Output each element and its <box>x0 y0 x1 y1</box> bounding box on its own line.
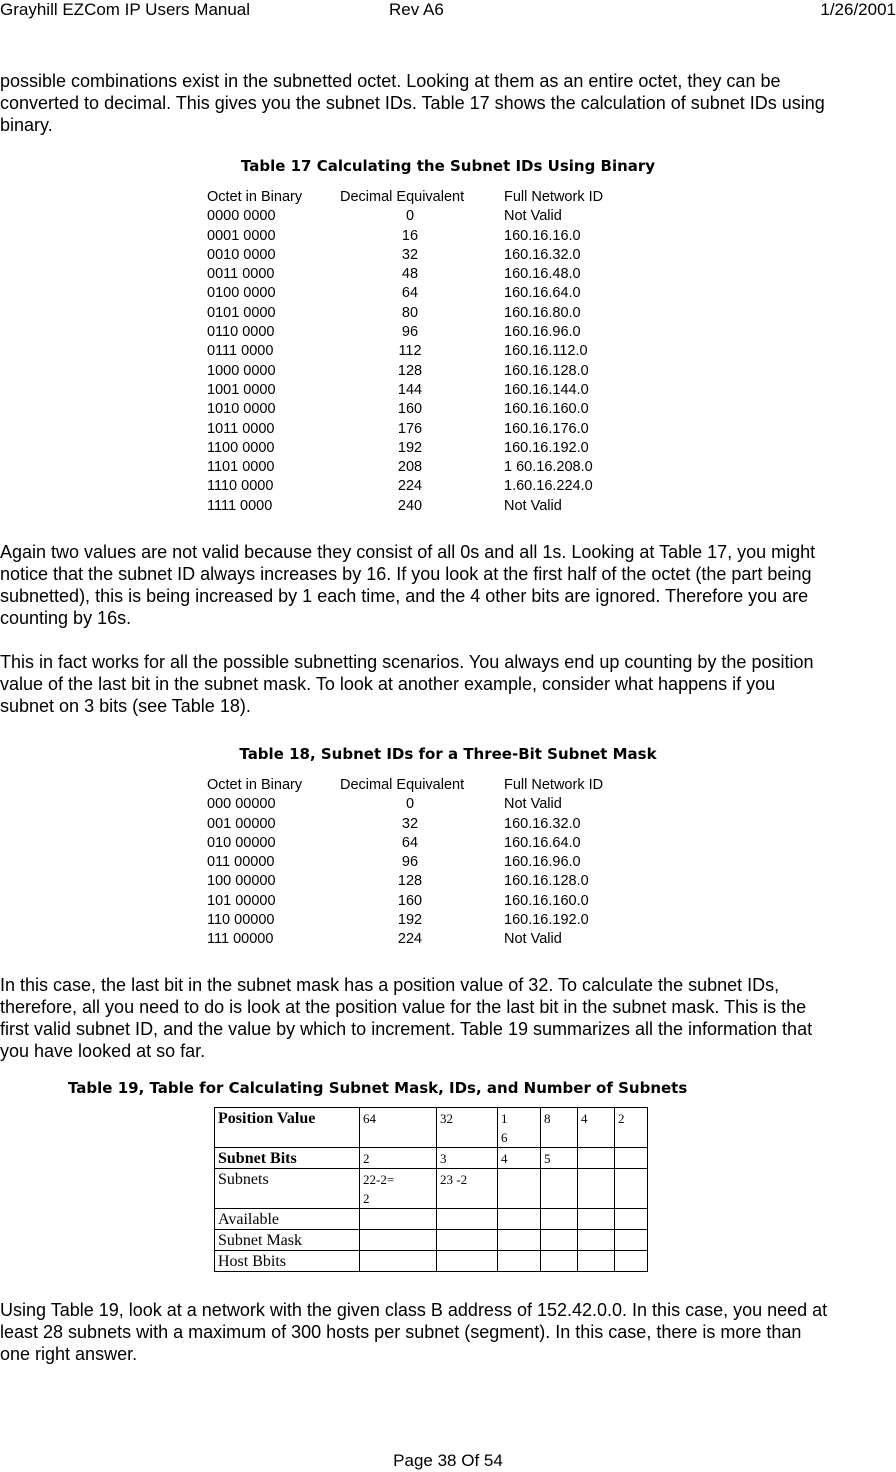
table-cell: 160.16.128.0 <box>504 873 589 890</box>
table-row <box>215 1108 648 1148</box>
table-cell: 192 <box>397 439 423 456</box>
table-cell: 2 <box>615 1108 648 1148</box>
table-row <box>215 1209 648 1230</box>
page-header <box>0 0 896 22</box>
table-cell <box>498 1251 541 1272</box>
table-cell: 64 <box>401 285 419 302</box>
table-cell: 1001 0000 <box>207 381 276 398</box>
paragraph-not-valid: Again two values are not valid because they consist of all 0s and all 1s. Looking at Table 17, you might notice that the subnet ID always increases by 16. If you look at the first half of the octet (the part being subnetted), this is being increased by 1 each time, and the 4 other bits are ignored. Therefore you are counting by 16s. <box>0 542 816 628</box>
table-cell <box>498 1169 541 1209</box>
table-cell: 160.16.96.0 <box>504 324 581 341</box>
table17-caption: Table 17 Calculating the Subnet IDs Using Binary <box>240 157 656 175</box>
table-cell: 128 <box>397 873 423 890</box>
table-cell <box>541 1209 578 1230</box>
table-cell <box>498 1230 541 1251</box>
table-cell: 160.16.64.0 <box>504 834 581 851</box>
table-row <box>215 1148 648 1169</box>
table-cell: 224 <box>397 931 423 948</box>
row-label: Host Bbits <box>215 1251 360 1272</box>
table-cell: 64 <box>401 834 419 851</box>
header-revision: Rev A6 <box>389 0 444 19</box>
table-cell: Not Valid <box>504 796 562 813</box>
table-cell: 0010 0000 <box>207 246 276 263</box>
table-cell: 160.16.112.0 <box>504 343 588 360</box>
table-cell: 1100 0000 <box>207 439 275 456</box>
column-header: Decimal Equivalent <box>340 189 465 205</box>
paragraph-last-bit: In this case, the last bit in the subnet mask has a position value of 32. To calculate the subnet IDs, therefore, all you need to do is look at the position value for the last bit in the subnet mask. This is the first valid subnet ID, and the value by which to increment. Table 19 summarizes all the information that you have looked at so far. <box>0 975 813 1061</box>
table-cell: 48 <box>401 266 419 283</box>
table-cell <box>360 1251 437 1272</box>
table-cell: 1000 0000 <box>207 362 276 379</box>
table-cell: 0111 0000 <box>207 343 274 360</box>
table-row <box>215 1251 648 1272</box>
table-cell: 111 00000 <box>207 931 274 948</box>
paragraph-example: Using Table 19, look at a network with the given class B address of 152.42.0.0. In this case, you need at least 28 subnets with a maximum of 300 hosts per subnet (segment). In this case, there is more than one right answer. <box>0 1300 828 1364</box>
table-cell: 22-2= 2 <box>360 1169 437 1209</box>
table-cell <box>578 1169 615 1209</box>
table-cell <box>437 1251 498 1272</box>
row-label: Subnets <box>215 1169 360 1209</box>
table-cell: 64 <box>360 1108 437 1148</box>
table-cell: 4 <box>498 1148 541 1169</box>
table-cell <box>578 1209 615 1230</box>
table-cell: 0000 0000 <box>207 208 276 225</box>
table-cell: Not Valid <box>504 208 562 225</box>
table-cell: Not Valid <box>504 497 562 514</box>
table-cell: 160.16.64.0 <box>504 285 581 302</box>
table-cell: 128 <box>397 362 423 379</box>
table-cell: 23 -2 <box>437 1169 498 1209</box>
table-cell: 32 <box>401 815 419 832</box>
table-cell: 32 <box>401 246 419 263</box>
row-label: Subnet Bits <box>215 1148 360 1169</box>
table-cell: 0011 0000 <box>207 266 275 283</box>
table-cell <box>578 1148 615 1169</box>
paragraph-intro: possible combinations exist in the subnetted octet. Looking at them as an entire octet, they can be converted to decimal. This gives you the subnet IDs. Table 17 shows the calculation of subnet IDs using binary. <box>0 71 825 135</box>
table18-caption: Table 18, Subnet IDs for a Three-Bit Subnet Mask <box>239 745 657 763</box>
table-cell: 16 <box>401 227 419 244</box>
table-cell: 32 <box>437 1108 498 1148</box>
row-label: Subnet Mask <box>215 1230 360 1251</box>
table-cell: 1 6 <box>498 1108 541 1148</box>
table-cell: 224 <box>397 478 423 495</box>
table-cell: 160.16.160.0 <box>504 892 589 909</box>
table-cell <box>615 1230 648 1251</box>
table19 <box>214 1107 648 1272</box>
table-cell: 100 00000 <box>207 873 276 890</box>
table-cell: 101 00000 <box>207 892 276 909</box>
table-cell: 160 <box>397 892 423 909</box>
table-cell <box>498 1209 541 1230</box>
table-cell: 0100 0000 <box>207 285 276 302</box>
header-manual-title: Grayhill EZCom IP Users Manual <box>0 0 251 19</box>
table-cell <box>615 1251 648 1272</box>
page-number: Page 38 Of 54 <box>393 1451 503 1470</box>
table-cell: 5 <box>541 1148 578 1169</box>
table-cell: 160 <box>397 401 423 418</box>
table-cell: 8 <box>541 1108 578 1148</box>
column-header: Octet in Binary <box>207 777 303 793</box>
table-cell: 160.16.48.0 <box>504 266 581 283</box>
table-cell: 1101 0000 <box>207 459 275 476</box>
table-cell: 0 <box>405 208 415 225</box>
table-cell: 1 60.16.208.0 <box>504 459 593 476</box>
paragraph-position-value: This in fact works for all the possible subnetting scenarios. You always end up counting by the position value of the last bit in the subnet mask. To look at another example, consider what happens if you subnet on 3 bits (see Table 18). <box>0 652 814 716</box>
table-cell: 110 00000 <box>207 912 275 929</box>
table-cell: 160.16.80.0 <box>504 304 581 321</box>
table-cell: 160.16.192.0 <box>504 439 589 456</box>
table19-caption: Table 19, Table for Calculating Subnet Mask, IDs, and Number of Subnets <box>68 1079 688 1097</box>
table-cell: 0110 0000 <box>207 324 275 341</box>
table-cell: 010 00000 <box>207 834 276 851</box>
table-cell: 1111 0000 <box>207 497 273 514</box>
table-cell <box>437 1209 498 1230</box>
table-cell: 144 <box>397 381 423 398</box>
table-cell <box>541 1169 578 1209</box>
table-cell: 96 <box>401 324 419 341</box>
table-cell <box>360 1230 437 1251</box>
table-cell: 001 00000 <box>207 815 276 832</box>
table-cell: Not Valid <box>504 931 562 948</box>
table-cell: 160.16.128.0 <box>504 362 589 379</box>
table-cell: 160.16.144.0 <box>504 381 589 398</box>
table-cell: 0001 0000 <box>207 227 276 244</box>
column-header: Octet in Binary <box>207 189 303 205</box>
table-cell <box>615 1209 648 1230</box>
table-cell <box>578 1251 615 1272</box>
table-cell <box>541 1251 578 1272</box>
table-cell: 0 <box>405 796 415 813</box>
table-row <box>215 1230 648 1251</box>
table-cell: 176 <box>397 420 423 437</box>
table-cell: 000 00000 <box>207 796 276 813</box>
table-cell: 2 <box>360 1148 437 1169</box>
column-header: Full Network ID <box>504 777 604 793</box>
table-cell: 1011 0000 <box>207 420 275 437</box>
table-cell <box>360 1209 437 1230</box>
table-cell: 011 00000 <box>207 854 275 871</box>
table-cell: 160.16.32.0 <box>504 246 581 263</box>
table-cell <box>615 1148 648 1169</box>
table-cell: 160.16.160.0 <box>504 401 589 418</box>
table-cell: 160.16.192.0 <box>504 912 589 929</box>
table-cell: 160.16.176.0 <box>504 420 589 437</box>
table-cell: 208 <box>397 459 423 476</box>
table-cell: 160.16.96.0 <box>504 854 581 871</box>
table-cell: 192 <box>397 912 423 929</box>
table-cell: 4 <box>578 1108 615 1148</box>
table-cell: 160.16.32.0 <box>504 815 581 832</box>
table-cell: 1110 0000 <box>207 478 274 495</box>
table-cell <box>437 1230 498 1251</box>
row-label: Available <box>215 1209 360 1230</box>
table-cell: 1.60.16.224.0 <box>504 478 593 495</box>
table-cell: 240 <box>397 497 423 514</box>
table-cell: 96 <box>401 854 419 871</box>
table-cell <box>541 1230 578 1251</box>
column-header: Decimal Equivalent <box>340 777 465 793</box>
table-cell: 0101 0000 <box>207 304 276 321</box>
table-cell: 160.16.16.0 <box>504 227 581 244</box>
table-cell: 112 <box>398 343 422 360</box>
table-cell <box>615 1169 648 1209</box>
column-header: Full Network ID <box>504 189 604 205</box>
table-cell: 80 <box>401 304 419 321</box>
table-row <box>215 1169 648 1209</box>
header-date: 1/26/2001 <box>820 0 896 19</box>
row-label: Position Value <box>215 1108 360 1148</box>
table-cell: 3 <box>437 1148 498 1169</box>
table-cell <box>578 1230 615 1251</box>
table-cell: 1010 0000 <box>207 401 276 418</box>
